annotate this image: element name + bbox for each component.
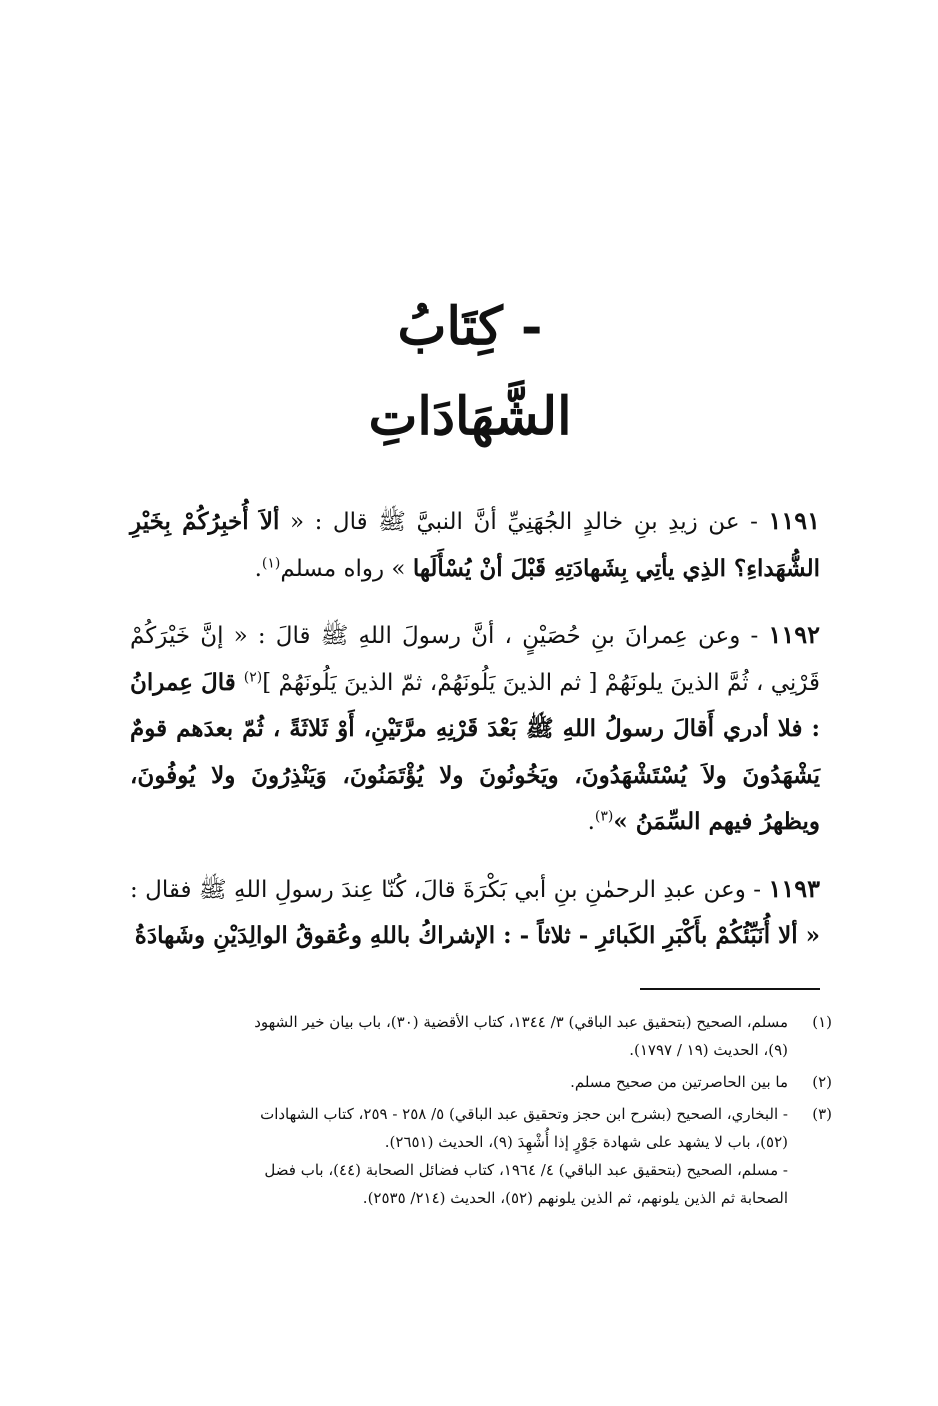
- footnote-number: (١): [812, 1013, 832, 1031]
- hadith-text: - وعن عبدِ الرحمٰنِ بنِ أبي بَكْرَةَ قالَ، كُنّا عِندَ رسولِ اللهِ ﷺ فقال :: [130, 876, 762, 903]
- footnote-line: (٩)، الحديث (١٩ / ١٧٩٧).: [629, 1041, 788, 1059]
- hadith-number: ١١٩٣: [768, 873, 820, 903]
- footnote-body: [132, 1008, 788, 1064]
- footnote-line: (٥٢)، باب لا يشهد على شهادة جَوْرٍ إذا أُشْهِدَ (٩)، الحديث (٢٦٥١).: [384, 1133, 788, 1151]
- footnote-line: الصحابة ثم الذين يلونهم، ثم الذين يلونهم (٥٢)، الحديث (٢١٤/ ٢٥٣٥).: [362, 1189, 788, 1207]
- hadith-1192: [130, 612, 820, 846]
- footnote-1: [132, 1008, 832, 1064]
- footnote-ref[interactable]: (٣): [594, 808, 614, 825]
- hadith-end: .: [587, 809, 595, 835]
- hadith-source: » رواه مسلم: [280, 555, 413, 582]
- hadith-1193: [130, 866, 820, 960]
- hadith-intro: - عن زيدِ بنِ خالدٍ الجُهَنِيِّ أنَّ النبيَّ ﷺ قال : «: [279, 509, 758, 535]
- footnote-2: [132, 1068, 832, 1096]
- footnote-line: مسلم، الصحيح (بتحقيق عبد الباقي) ٣/ ١٣٤٤، كتاب الأقضية (٣٠)، باب بيان خير الشهود: [254, 1013, 788, 1031]
- footnote-body: [132, 1068, 788, 1096]
- hadith-number: ١١٩٢: [768, 620, 820, 649]
- footnote-3: [132, 1100, 832, 1212]
- footnote-line: - مسلم، الصحيح (بتحقيق عبد الباقي) ٤/ ١٩٦٤، كتاب فضائل الصحابة (٤٤)، باب فضل: [264, 1161, 788, 1179]
- main-text: [130, 498, 820, 980]
- footnote-number: (٢): [812, 1073, 832, 1091]
- hadith-text-continued: قالَ عِمرانُ : فلا أدري أَقالَ رسولُ اللهِ ﷺ بَعْدَ قَرْنِهِ مرَّتَيْنِ، أَوْ ثَلاثَةً ، ثُمّ بعدَهم قومٌ يَشْهَدُونَ ولاَ يُسْتَشْهَدُونَ، ويَخُونُونَ ولا يُؤْتَمَنُونَ، وَيَنْذِرُونَ ولا يُوفُونَ، ويظهرُ فيهم السِّمَنُ »: [130, 668, 820, 835]
- hadith-end: .: [254, 555, 262, 582]
- footnote-body: [132, 1100, 788, 1212]
- hadith-number: ١١٩١: [768, 506, 820, 535]
- hadith-quote: ألاَ أُخبِرُكُمْ بِخَيْرِ الشُّهَداءِ؟ الذِي يأتِي بِشَهادَتِهِ قَبْلَ أنْ يُسْأَلَها: [130, 508, 820, 582]
- footnote-ref[interactable]: (٢): [243, 668, 263, 685]
- footnote-line: ما بين الحاصرتين من صحيح مسلم.: [570, 1073, 788, 1091]
- footnote-number: (٣): [812, 1105, 832, 1123]
- hadith-text: - وعن عِمرانَ بنِ حُصَيْنٍ ، أنَّ رسولَ اللهِ ﷺ قالَ : « إنَّ خَيْرَكُمْ قَرْنِي ، ثُمَّ الذينَ يلونَهُمْ [ ثم الذينَ يَلُونَهُمْ، ثمّ الذينَ يَلُونَهُمْ ]: [130, 623, 820, 696]
- hadith-quote: « ألا أُنَبِّئُكُمْ بأَكْبَرِ الكَبائرِ - ثلاثاً - : الإشراكُ باللهِ وعُقوقُ الوالِدَيْنِ وشَهادَةُ: [134, 922, 820, 949]
- footnote-ref[interactable]: (١): [261, 554, 281, 571]
- footnote-line: - البخاري، الصحيح (بشرح ابن حجز وتحقيق عبد الباقي) ٥/ ٢٥٨ - ٢٥٩، كتاب الشهادات: [260, 1105, 788, 1123]
- chapter-title: - كِتَابُ الشَّهَادَاتِ: [368, 296, 572, 447]
- footnote-divider: [640, 988, 820, 990]
- hadith-1191: [130, 498, 820, 592]
- footnotes: [132, 1008, 832, 1216]
